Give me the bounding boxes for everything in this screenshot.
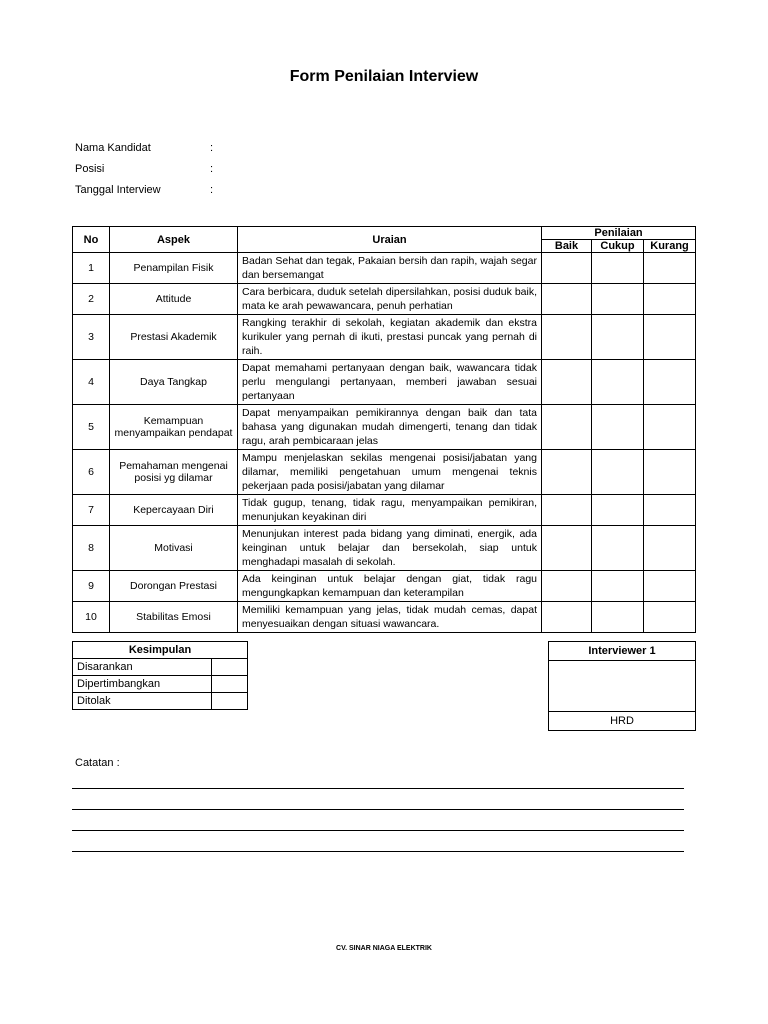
cell-no: 7 xyxy=(73,495,110,526)
kesimpulan-label: Dipertimbangkan xyxy=(73,676,212,693)
cell-kurang[interactable] xyxy=(644,405,696,450)
cell-kurang[interactable] xyxy=(644,526,696,571)
cell-baik[interactable] xyxy=(542,315,592,360)
cell-kurang[interactable] xyxy=(644,360,696,405)
header-uraian: Uraian xyxy=(238,227,542,253)
info-colon: : xyxy=(210,163,214,175)
cell-uraian: Dapat menyampaikan pemikirannya dengan baik dan tata bahasa yang digunakan mudah dimengerti, tenang dan tidak ragu, arah pembicaraan jelas xyxy=(238,405,542,450)
cell-kurang[interactable] xyxy=(644,450,696,495)
cell-cukup[interactable] xyxy=(592,450,644,495)
cell-aspek: Kemampuan menyampaikan pendapat xyxy=(110,405,238,450)
header-no: No xyxy=(73,227,110,253)
form-title: Form Penilaian Interview xyxy=(289,68,479,85)
cell-no: 5 xyxy=(73,405,110,450)
cell-cukup[interactable] xyxy=(592,253,644,284)
kesimpulan-checkbox[interactable] xyxy=(212,693,248,710)
note-line[interactable] xyxy=(72,809,684,810)
cell-cukup[interactable] xyxy=(592,526,644,571)
header-cukup: Cukup xyxy=(592,240,644,253)
cell-aspek: Daya Tangkap xyxy=(110,360,238,405)
info-label: Tanggal Interview xyxy=(75,184,161,196)
cell-uraian: Cara berbicara, duduk setelah dipersilahkan, posisi duduk baik, mata ke arah pewawancara, penuh perhatian xyxy=(238,284,542,315)
table-row xyxy=(73,284,696,315)
cell-no: 9 xyxy=(73,571,110,602)
cell-aspek: Pemahaman mengenai posisi yg dilamar xyxy=(110,450,238,495)
kesimpulan-row xyxy=(73,676,248,693)
cell-aspek: Stabilitas Emosi xyxy=(110,602,238,633)
kesimpulan-checkbox[interactable] xyxy=(212,676,248,693)
info-nama-kandidat xyxy=(75,142,213,154)
header-aspek: Aspek xyxy=(110,227,238,253)
cell-no: 10 xyxy=(73,602,110,633)
cell-kurang[interactable] xyxy=(644,495,696,526)
cell-no: 4 xyxy=(73,360,110,405)
header-kurang: Kurang xyxy=(644,240,696,253)
company-footer: CV. SINAR NIAGA ELEKTRIK xyxy=(336,945,432,952)
interviewer-role: HRD xyxy=(610,715,634,727)
cell-baik[interactable] xyxy=(542,360,592,405)
cell-no: 3 xyxy=(73,315,110,360)
cell-aspek: Motivasi xyxy=(110,526,238,571)
table-row xyxy=(73,315,696,360)
kesimpulan-label: Ditolak xyxy=(73,693,212,710)
cell-cukup[interactable] xyxy=(592,360,644,405)
assessment-table xyxy=(72,226,696,633)
table-row xyxy=(73,405,696,450)
cell-cukup[interactable] xyxy=(592,284,644,315)
signature-area[interactable] xyxy=(549,661,695,712)
cell-aspek: Penampilan Fisik xyxy=(110,253,238,284)
table-row xyxy=(73,495,696,526)
cell-cukup[interactable] xyxy=(592,571,644,602)
cell-no: 6 xyxy=(73,450,110,495)
kesimpulan-row xyxy=(73,693,248,710)
info-label: Nama Kandidat xyxy=(75,142,151,154)
cell-kurang[interactable] xyxy=(644,602,696,633)
cell-uraian: Tidak gugup, tenang, tidak ragu, menyampaikan pemikiran, menunjukan keyakinan diri xyxy=(238,495,542,526)
cell-aspek: Kepercayaan Diri xyxy=(110,495,238,526)
interviewer-header: Interviewer 1 xyxy=(549,642,695,661)
cell-aspek: Attitude xyxy=(110,284,238,315)
note-line[interactable] xyxy=(72,788,684,789)
cell-uraian: Ada keinginan untuk belajar dengan giat, tidak ragu mengungkapkan kemampuan dan keterampilan xyxy=(238,571,542,602)
table-row xyxy=(73,571,696,602)
note-line[interactable] xyxy=(72,830,684,831)
cell-cukup[interactable] xyxy=(592,405,644,450)
catatan-label: Catatan : xyxy=(75,757,120,769)
cell-baik[interactable] xyxy=(542,571,592,602)
cell-kurang[interactable] xyxy=(644,253,696,284)
cell-no: 1 xyxy=(73,253,110,284)
cell-baik[interactable] xyxy=(542,253,592,284)
header-baik: Baik xyxy=(542,240,592,253)
info-label: Posisi xyxy=(75,163,105,175)
cell-cukup[interactable] xyxy=(592,495,644,526)
cell-aspek: Dorongan Prestasi xyxy=(110,571,238,602)
cell-baik[interactable] xyxy=(542,602,592,633)
kesimpulan-row xyxy=(73,659,248,676)
cell-uraian: Menunjukan interest pada bidang yang diminati, energik, ada keinginan untuk belajar dan bersekolah, siap untuk menghadapi masalah di sekolah. xyxy=(238,526,542,571)
cell-uraian: Dapat memahami pertanyaan dengan baik, wawancara tidak perlu mengulangi pertanyaan, memberi jawaban sesuai pertanyaan xyxy=(238,360,542,405)
table-row xyxy=(73,526,696,571)
kesimpulan-table xyxy=(72,641,248,710)
cell-no: 2 xyxy=(73,284,110,315)
cell-uraian: Memiliki kemampuan yang jelas, tidak mudah cemas, dapat menyesuaikan dengan situasi wawancara. xyxy=(238,602,542,633)
table-row xyxy=(73,602,696,633)
cell-cukup[interactable] xyxy=(592,602,644,633)
kesimpulan-label: Disarankan xyxy=(73,659,212,676)
cell-uraian: Rangking terakhir di sekolah, kegiatan akademik dan ekstra kurikuler yang pernah di ikuti, prestasi puncak yang pernah di raih. xyxy=(238,315,542,360)
info-colon: : xyxy=(210,184,214,196)
cell-baik[interactable] xyxy=(542,450,592,495)
cell-aspek: Prestasi Akademik xyxy=(110,315,238,360)
table-row xyxy=(73,360,696,405)
kesimpulan-header: Kesimpulan xyxy=(73,642,248,659)
cell-baik[interactable] xyxy=(542,495,592,526)
cell-no: 8 xyxy=(73,526,110,571)
info-tanggal-interview xyxy=(75,184,213,196)
cell-kurang[interactable] xyxy=(644,315,696,360)
info-colon: : xyxy=(210,142,214,154)
info-posisi xyxy=(75,163,213,175)
cell-baik[interactable] xyxy=(542,405,592,450)
cell-uraian: Mampu menjelaskan sekilas mengenai posisi/jabatan yang dilamar, memiliki pengetahuan umum mengenai teknis pekerjaan pada posisi/jabatan yang dilamar xyxy=(238,450,542,495)
interviewer-box xyxy=(548,641,696,731)
cell-baik[interactable] xyxy=(542,526,592,571)
note-line[interactable] xyxy=(72,851,684,852)
cell-cukup[interactable] xyxy=(592,315,644,360)
cell-kurang[interactable] xyxy=(644,284,696,315)
cell-kurang[interactable] xyxy=(644,571,696,602)
table-row xyxy=(73,450,696,495)
cell-uraian: Badan Sehat dan tegak, Pakaian bersih dan rapih, wajah segar dan bersemangat xyxy=(238,253,542,284)
cell-baik[interactable] xyxy=(542,284,592,315)
kesimpulan-checkbox[interactable] xyxy=(212,659,248,676)
header-penilaian: Penilaian xyxy=(542,227,696,240)
table-row xyxy=(73,253,696,284)
